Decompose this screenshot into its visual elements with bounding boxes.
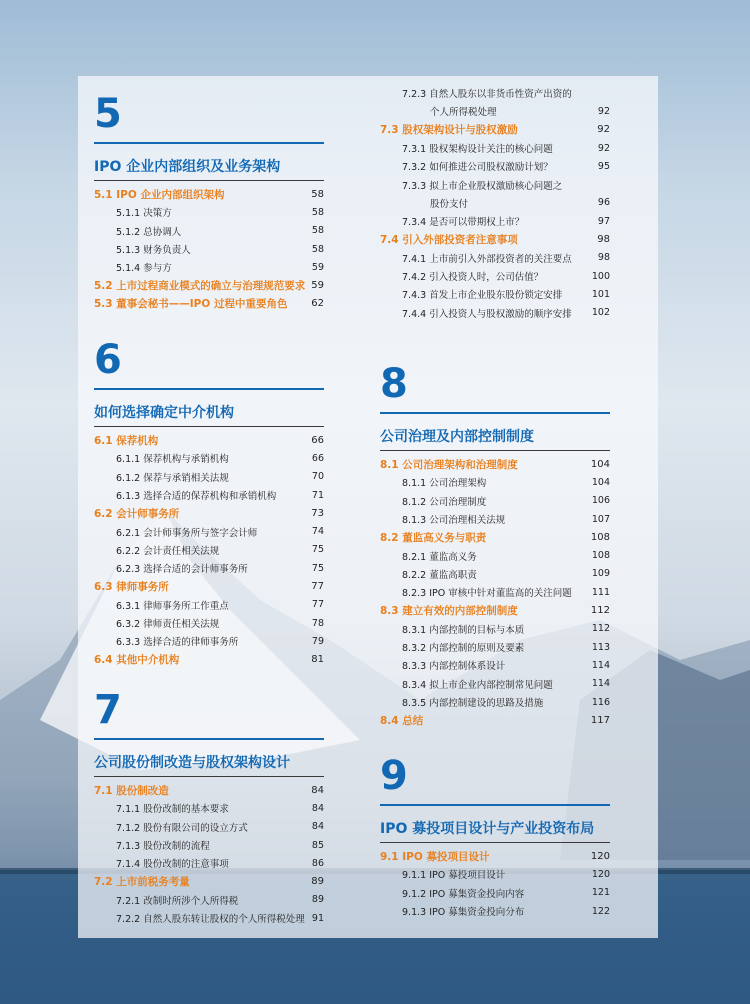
toc-section-entry[interactable]: [94, 781, 324, 799]
toc-subsection-entry[interactable]: [380, 194, 610, 212]
toc-subsection-entry[interactable]: [94, 632, 324, 650]
toc-page-number: 89: [311, 876, 324, 888]
toc-subsection-entry[interactable]: [380, 638, 610, 656]
toc-page-number: 77: [311, 599, 324, 611]
toc-page-number: 81: [311, 654, 324, 666]
toc-entry-label: 7.3.1 股权架构设计关注的核心问题: [402, 144, 553, 156]
toc-subsection-entry[interactable]: [380, 675, 610, 693]
toc-page-number: 122: [591, 905, 610, 917]
chapter-5: [94, 91, 324, 313]
toc-subsection-entry[interactable]: [380, 620, 610, 638]
toc-entry-label: 9.1.3 IPO 募集资金投向分布: [402, 907, 525, 919]
toc-page-number: 97: [597, 215, 610, 227]
toc-section-entry[interactable]: [380, 711, 610, 729]
toc-entry-label: 6.3.2 律师责任相关法规: [116, 619, 220, 631]
toc-entry-label: 7.3 股权架构设计与股权激励: [380, 124, 518, 137]
toc-entry-label: 7.2.1 改制时所涉个人所得税: [116, 895, 239, 907]
toc-entry-label: 5.1.4 参与方: [116, 263, 172, 275]
toc-subsection-entry[interactable]: [380, 492, 610, 510]
toc-page-number: 59: [311, 261, 324, 273]
toc-page-number: 84: [311, 802, 324, 814]
toc-section-entry[interactable]: [94, 577, 324, 595]
toc-subsection-entry[interactable]: [94, 818, 324, 836]
toc-page-number: 59: [311, 280, 324, 292]
toc-page-number: 112: [591, 623, 610, 635]
toc-subsection-entry[interactable]: [380, 510, 610, 528]
toc-page-number: 120: [591, 868, 610, 880]
toc-entry-label: 9.1 IPO 募投项目设计: [380, 850, 490, 863]
chapter-title: 公司治理及内部控制制度: [380, 429, 534, 445]
toc-entry-label: 7.1 股份制改造: [94, 784, 169, 797]
toc-page-number: 98: [597, 252, 610, 264]
toc-entry-label: 6.3.3 选择合适的律师事务所: [116, 637, 239, 649]
toc-subsection-entry[interactable]: [380, 139, 610, 157]
toc-entry-label: 7.4.3 首发上市企业股东股份锁定安排: [402, 290, 563, 302]
toc-subsection-entry[interactable]: [380, 884, 610, 902]
toc-entry-label: 7.2 上市前税务考量: [94, 876, 190, 889]
toc-subsection-entry[interactable]: [380, 84, 610, 102]
toc-entry-label: 8.1.2 公司治理制度: [402, 496, 487, 508]
toc-page-number: 120: [590, 850, 610, 862]
chapter-6: [94, 337, 324, 669]
toc-entry-label: 7.4.1 上市前引入外部投资者的关注要点: [402, 253, 572, 265]
toc-page-number: 108: [591, 550, 610, 562]
toc-entry-label: 7.1.3 股份改制的流程: [116, 841, 210, 853]
toc-page-number: 101: [591, 288, 610, 300]
toc-page-number: 74: [311, 526, 324, 538]
toc-section-entry[interactable]: [94, 651, 324, 669]
toc-subsection-entry[interactable]: [380, 473, 610, 491]
toc-page-number: 71: [311, 489, 324, 501]
toc-entry-label: 6.3 律师事务所: [94, 581, 169, 594]
toc-page-number: 113: [591, 641, 610, 653]
toc-entry-label: 8.1.3 公司治理相关法规: [402, 515, 506, 527]
toc-entry-label: 6.2 会计师事务所: [94, 507, 180, 520]
toc-subsection-entry[interactable]: [94, 836, 324, 854]
toc-subsection-entry[interactable]: [94, 614, 324, 632]
toc-entry-label: 7.3.2 如何推进公司股权激励计划？: [402, 162, 553, 174]
toc-page-number: 104: [591, 476, 610, 488]
toc-page-number: 75: [311, 562, 324, 574]
toc-page-number: 78: [311, 617, 324, 629]
chapter-number: 8: [380, 361, 408, 407]
toc-entry-label: 7.2.2 自然人股东转让股权的个人所得税处理: [116, 914, 305, 926]
toc-entry-label: 6.4 其他中介机构: [94, 654, 180, 667]
chapter-number: 7: [94, 687, 122, 733]
toc-entry-label: 5.2 上市过程商业模式的确立与治理规范要求: [94, 280, 306, 293]
chapter-7-continued: [380, 84, 610, 322]
toc-page-number: 106: [591, 495, 610, 507]
toc-entry-label: 股份支付: [430, 198, 469, 210]
toc-subsection-entry[interactable]: [380, 583, 610, 601]
toc-page-number: 109: [591, 568, 610, 580]
toc-page-number: 70: [311, 471, 324, 483]
toc-subsection-entry[interactable]: [380, 565, 610, 583]
toc-page-number: 62: [311, 298, 324, 310]
toc-page-number: 117: [590, 714, 610, 726]
divider: [380, 842, 610, 843]
toc-page-number: 114: [591, 659, 610, 671]
toc-subsection-entry[interactable]: [94, 891, 324, 909]
toc-page-number: 107: [591, 513, 610, 525]
toc-page-number: 75: [311, 544, 324, 556]
divider: [94, 776, 324, 777]
toc-page-number: 112: [590, 605, 610, 617]
toc-entry-label: 7.1.1 股份改制的基本要求: [116, 804, 229, 816]
toc-entry-label: 8.4 总结: [380, 714, 424, 727]
toc-page-number: 84: [311, 821, 324, 833]
toc-entry-label: 8.3.1 内部控制的目标与本质: [402, 624, 525, 636]
toc-subsection-entry[interactable]: [380, 102, 610, 120]
toc-page-number: 100: [591, 270, 610, 282]
toc-subsection-entry[interactable]: [94, 909, 324, 927]
toc-entry-label: 6.1.1 保荐机构与承销机构: [116, 454, 229, 466]
toc-page-number: 91: [311, 912, 324, 924]
toc-page-number: 102: [591, 307, 610, 319]
toc-subsection-entry[interactable]: [380, 546, 610, 564]
toc-section-entry[interactable]: [380, 121, 610, 139]
toc-page-number: 108: [590, 531, 610, 543]
chapter-rule: [94, 388, 324, 390]
toc-entry-label: 6.1 保荐机构: [94, 434, 159, 447]
chapter-number: 9: [380, 753, 408, 799]
toc-page-number: 92: [597, 105, 610, 117]
toc-section-entry[interactable]: [380, 601, 610, 619]
toc-entry-label: 6.1.2 保荐与承销相关法规: [116, 472, 229, 484]
toc-subsection-entry[interactable]: [94, 854, 324, 872]
toc-page-number: 73: [311, 507, 324, 519]
toc-entry-label: 5.1 IPO 企业内部组织架构: [94, 188, 225, 201]
chapter-number: 5: [94, 91, 122, 137]
toc-entry-label: 9.1.2 IPO 募集资金投向内容: [402, 888, 525, 900]
toc-subsection-entry[interactable]: [380, 304, 610, 322]
toc-page-number: 86: [311, 857, 324, 869]
toc-entry-label: 5.1.3 财务负责人: [116, 245, 191, 257]
toc-subsection-entry[interactable]: [94, 468, 324, 486]
toc-subsection-entry[interactable]: [94, 541, 324, 559]
toc-page-number: 116: [591, 696, 610, 708]
toc-entry-label: 6.1.3 选择合适的保荐机构和承销机构: [116, 491, 277, 503]
toc-page-number: 98: [597, 234, 610, 246]
toc-section-entry[interactable]: [94, 872, 324, 890]
toc-section-entry[interactable]: [94, 276, 324, 294]
divider: [94, 426, 324, 427]
toc-page-number: 92: [597, 142, 610, 154]
chapter-rule: [380, 412, 610, 414]
chapter-title: 公司股份制改造与股权架构设计: [94, 755, 290, 771]
chapter-rule: [94, 738, 324, 740]
toc-entry-label: 6.2.1 会计师事务所与签字会计师: [116, 527, 258, 539]
toc-entry-label: 8.2.2 董监高职责: [402, 569, 477, 581]
toc-section-entry[interactable]: [380, 230, 610, 248]
toc-section-entry[interactable]: [380, 847, 610, 865]
toc-page-number: 111: [591, 586, 610, 598]
chapter-rule: [380, 804, 610, 806]
toc-entry-label: 8.2 董监高义务与职责: [380, 531, 487, 544]
chapter-title: IPO 募投项目设计与产业投资布局: [380, 821, 595, 837]
toc-page-number: 58: [311, 206, 324, 218]
toc-page-number: 84: [311, 784, 324, 796]
toc-entry-label: 7.3.3 拟上市企业股权激励核心问题之: [402, 180, 563, 192]
toc-page-number: 85: [311, 839, 324, 851]
chapter-title: IPO 企业内部组织及业务架构: [94, 159, 281, 175]
toc-subsection-entry[interactable]: [94, 222, 324, 240]
toc-page-number: 96: [597, 197, 610, 209]
toc-entry-label: 7.4 引入外部投资者注意事项: [380, 234, 518, 247]
toc-entry-label: 8.1 公司治理架构和治理制度: [380, 458, 518, 471]
toc-subsection-entry[interactable]: [94, 522, 324, 540]
divider: [380, 450, 610, 451]
toc-entry-label: 8.2.3 IPO 审核中针对董监高的关注问题: [402, 588, 572, 600]
toc-subsection-entry[interactable]: [380, 656, 610, 674]
toc-subsection-entry[interactable]: [380, 865, 610, 883]
divider: [94, 180, 324, 181]
toc-entry-label: 8.3.4 拟上市企业内部控制常见问题: [402, 679, 553, 691]
toc-page-number: 121: [591, 887, 610, 899]
toc-page-number: 66: [311, 452, 324, 464]
toc-section-entry[interactable]: [380, 455, 610, 473]
toc-page-number: 77: [311, 581, 324, 593]
chapter-9: [380, 753, 610, 920]
toc-subsection-entry[interactable]: [94, 240, 324, 258]
toc-page-number: 95: [597, 160, 610, 172]
toc-entry-label: 7.1.2 股份有限公司的设立方式: [116, 822, 248, 834]
toc-entry-label: 8.1.1 公司治理架构: [402, 478, 487, 490]
toc-section-entry[interactable]: [94, 504, 324, 522]
toc-section-entry[interactable]: [94, 431, 324, 449]
toc-entry-label: 8.3.2 内部控制的原则及要素: [402, 643, 525, 655]
toc-entry-label: 5.1.1 决策方: [116, 208, 172, 220]
toc-subsection-entry[interactable]: [94, 559, 324, 577]
toc-subsection-entry[interactable]: [94, 799, 324, 817]
toc-page-number: 58: [311, 188, 324, 200]
toc-page-number: 114: [591, 678, 610, 690]
toc-page-number: 79: [311, 635, 324, 647]
toc-subsection-entry[interactable]: [380, 267, 610, 285]
toc-subsection-entry[interactable]: [380, 157, 610, 175]
toc-page-number: 66: [311, 434, 324, 446]
toc-section-entry[interactable]: [94, 185, 324, 203]
toc-page-number: 58: [311, 243, 324, 255]
toc-entry-label: 6.3.1 律师事务所工作重点: [116, 600, 229, 612]
toc-subsection-entry[interactable]: [94, 258, 324, 276]
toc-entry-label: 个人所得税处理: [430, 107, 497, 119]
chapter-number: 6: [94, 337, 122, 383]
toc-section-entry[interactable]: [94, 295, 324, 313]
toc-subsection-entry[interactable]: [94, 203, 324, 221]
toc-page-number: 58: [311, 225, 324, 237]
toc-subsection-entry[interactable]: [380, 285, 610, 303]
toc-subsection-entry[interactable]: [380, 175, 610, 193]
chapter-8: [380, 361, 610, 729]
chapter-title: 如何选择确定中介机构: [94, 405, 234, 421]
toc-subsection-entry[interactable]: [380, 212, 610, 230]
toc-entry-label: 8.2.1 董监高义务: [402, 551, 477, 563]
toc-entry-label: 7.4.2 引入投资人时，公司估值？: [402, 272, 544, 284]
toc-section-entry[interactable]: [380, 528, 610, 546]
toc-subsection-entry[interactable]: [380, 693, 610, 711]
toc-subsection-entry[interactable]: [94, 486, 324, 504]
toc-page-number: 89: [311, 894, 324, 906]
toc-entry-label: 7.4.4 引入投资人与股权激励的顺序安排: [402, 308, 572, 320]
toc-entry-label: 6.2.3 选择合适的会计师事务所: [116, 564, 248, 576]
chapter-rule: [94, 142, 324, 144]
chapter-7: [94, 687, 324, 927]
toc-entry-label: 7.2.3 自然人股东以非货币性资产出资的: [402, 89, 572, 101]
toc-page-number: 92: [597, 124, 610, 136]
toc-entry-label: 9.1.1 IPO 募投项目设计: [402, 870, 506, 882]
toc-subsection-entry[interactable]: [380, 249, 610, 267]
toc-subsection-entry[interactable]: [94, 596, 324, 614]
toc-entry-label: 7.1.4 股份改制的注意事项: [116, 859, 229, 871]
toc-entry-label: 8.3.5 内部控制建设的思路及措施: [402, 698, 544, 709]
toc-subsection-entry[interactable]: [94, 449, 324, 467]
toc-entry-label: 7.3.4 是否可以带期权上市？: [402, 217, 525, 229]
toc-entry-label: 5.1.2 总协调人: [116, 226, 182, 238]
toc-entry-label: 8.3.3 内部控制体系设计: [402, 661, 506, 673]
toc-entry-label: 6.2.2 会计责任相关法规: [116, 545, 220, 557]
toc-subsection-entry[interactable]: [380, 902, 610, 920]
toc-entry-label: 8.3 建立有效的内部控制制度: [380, 605, 518, 618]
toc-entry-label: 5.3 董事会秘书——IPO 过程中重要角色: [94, 298, 288, 311]
toc-page-number: 104: [590, 458, 610, 470]
